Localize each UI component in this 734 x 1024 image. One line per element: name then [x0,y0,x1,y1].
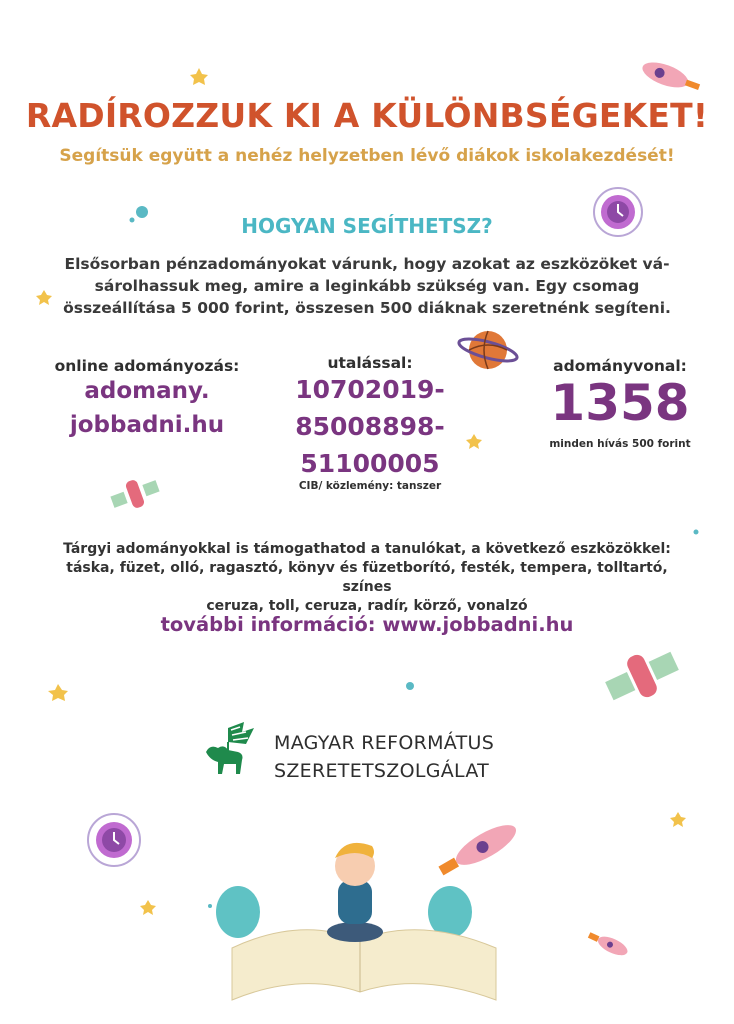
organization-name [274,729,494,785]
rocket-icon [435,818,521,882]
subtitle: Segítsük együtt a nehéz helyzetben lévő diákok iskolakezdését! [59,146,675,166]
deer-flag-logo-icon [198,722,258,782]
bank-account-line1: 10702019- [295,375,445,404]
star-icon [48,684,68,701]
intro-paragraph [40,253,694,319]
how-to-help-heading: HOGYAN SEGÍTHETSZ? [241,214,493,238]
page-title: RADÍROZZUK KI A KÜLÖNBSÉGEKET! [25,96,709,135]
satellite-icon [108,473,163,516]
goods-line: Tárgyi adományokkal is támogathatod a tanulókat, a következő eszközökkel: [63,541,671,557]
goods-line: táska, füzet, olló, ragasztó, könyv és füzetborító, festék, tempera, tolltartó, színes [66,560,668,595]
satellite-icon [600,641,684,711]
basketball-planet-icon [457,331,519,369]
intro-line: Elsősorban pénzadományokat várunk, hogy azokat az eszközöket vá- [64,255,670,273]
transfer-label: utalással: [327,354,413,372]
star-icon [140,900,156,915]
goods-line: ceruza, toll, ceruza, radír, körző, vonalzó [206,598,528,614]
organization-name-line: MAGYAR REFORMÁTUS [274,732,495,754]
online-donation-label: online adományozás: [54,357,240,375]
goods-paragraph [40,540,694,616]
bank-account-line3: 51100005 [300,449,440,478]
online-donation-url-line1[interactable]: adomany. [84,378,210,404]
rocket-icon [586,929,630,959]
star-icon [190,68,208,85]
clock-planet-icon [88,814,140,866]
bank-account-line2: 85008898- [295,412,445,441]
rocket-icon [639,57,702,96]
hotline-number[interactable]: 1358 [550,374,690,432]
star-icon [670,812,686,827]
transfer-note: CIB/ közlemény: tanszer [298,480,442,492]
intro-line: sárolhassuk meg, amire a leginkább szükség van. Egy csomag [94,277,640,295]
hotline-label: adományvonal: [553,357,687,375]
online-donation-url-line2[interactable]: jobbadni.hu [69,412,225,438]
hotline-note: minden hívás 500 forint [549,438,691,450]
intro-line: összeállítása 5 000 forint, összesen 500 diáknak szeretnénk segíteni. [63,299,671,317]
more-info-link[interactable]: további információ: www.jobbadni.hu [160,613,574,636]
organization-name-line: SZERETETSZOLGÁLAT [274,760,490,782]
